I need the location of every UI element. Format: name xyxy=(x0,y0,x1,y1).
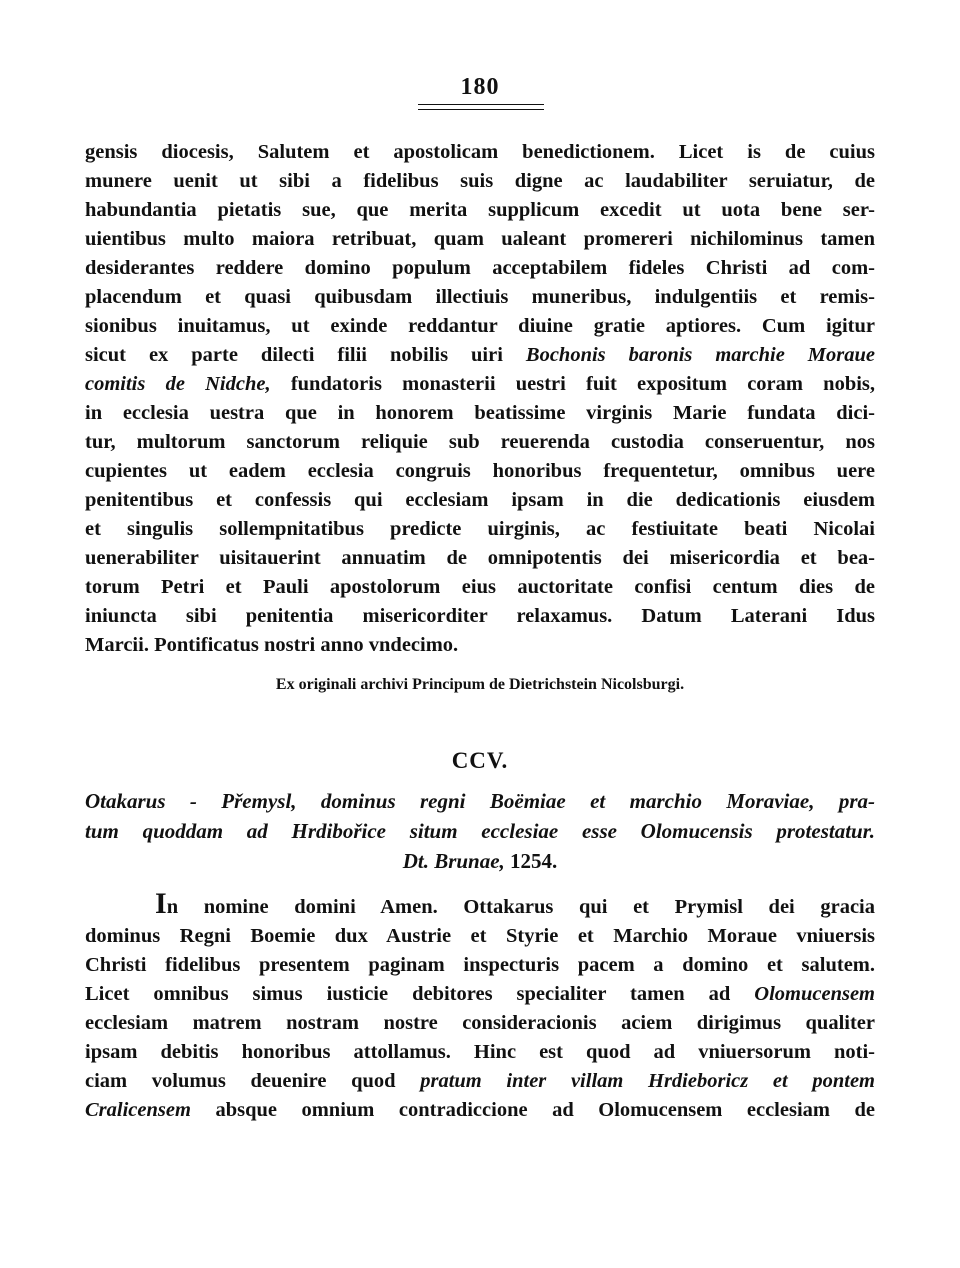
text-line xyxy=(85,1096,875,1125)
italic-name: Bochonis baronis marchie Moraue xyxy=(525,344,875,366)
text-line: dominus Regni Boemie dux Austrie et Styrie et Marchio Moraue vniuersis xyxy=(85,925,875,947)
text-line: penitentibus et confessis qui ecclesiam ipsam in die dedicationis eiusdem xyxy=(85,489,875,511)
document-number: CCV. xyxy=(451,748,509,773)
heading-year: 1254. xyxy=(510,849,558,873)
text-line: uenerabiliter uisitauerint annuatim de omnipotentis dei misericordia et bea- xyxy=(85,547,875,569)
header-rule xyxy=(418,104,544,110)
text-line: et singulis sollempnitatibus predicte uirginis, ac festiuitate beati Nicolai xyxy=(85,518,875,540)
paragraph-charter xyxy=(85,887,875,1125)
text-line: sionibus inuitamus, ut exinde reddantur diuine gratie aptiores. Cum igitur xyxy=(85,315,875,337)
text-line: munere uenit ut sibi a fidelibus suis digne ac laudabiliter seruiatur, de xyxy=(85,170,875,192)
text-line: desiderantes reddere domino populum acceptabilem fideles Christi ad com- xyxy=(85,257,875,279)
text-segment: n nomine domini Amen. Ottakarus qui et Prymisl dei gracia xyxy=(166,896,875,918)
heading-place: Dt. Brunae, xyxy=(402,849,505,873)
text-line: ipsam debitis honoribus attollamus. Hinc est quod ad vniuersorum noti- xyxy=(85,1041,875,1063)
text-line xyxy=(85,370,875,399)
document-heading xyxy=(85,786,875,876)
text-line: in ecclesia uestra que in honorem beatissime virginis Marie fundata dici- xyxy=(85,402,875,424)
text-line: cupientes ut eadem ecclesia congruis honoribus frequentetur, omnibus uere xyxy=(85,460,875,482)
text-segment: fundatoris monasterii uestri fuit expositum coram nobis, xyxy=(290,373,876,395)
paragraph-letter xyxy=(85,138,875,660)
text-segment: ciam volumus deuenire quod xyxy=(85,1070,396,1092)
text-line: iniuncta sibi penitentia misericorditer relaxamus. Datum Laterani Idus xyxy=(85,605,875,627)
page-number: 180 xyxy=(460,74,500,100)
italic-name: Cralicensem xyxy=(85,1099,191,1121)
italic-name: pratum inter villam Hrdieboricz et pontem xyxy=(420,1070,875,1092)
italic-name: Olomucensem xyxy=(754,983,875,1005)
text-segment: absque omnium contradiccione ad Olomucensem ecclesiam de xyxy=(215,1099,875,1121)
text-segment: Licet omnibus simus iusticie debitores specialiter tamen ad xyxy=(85,983,731,1005)
text-segment: sicut ex parte dilecti filii nobilis uiri xyxy=(85,344,503,366)
text-line xyxy=(85,980,875,1009)
text-line xyxy=(85,341,875,370)
text-line xyxy=(85,1067,875,1096)
text-line: habundantia pietatis sue, que merita supplicum excedit ut uota bene ser- xyxy=(85,199,875,221)
text-line xyxy=(85,887,875,922)
text-line: tur, multorum sanctorum reliquie sub reuerenda custodia conseruentur, nos xyxy=(85,431,875,453)
heading-dateline xyxy=(85,846,875,876)
text-line: ecclesiam matrem nostram nostre consideracionis aciem dirigimus qualiter xyxy=(85,1012,875,1034)
text-line: placendum et quasi quibusdam illectiuis muneribus, indulgentiis et remis- xyxy=(85,286,875,308)
text-line: torum Petri et Pauli apostolorum eius auctoritate confisi centum dies de xyxy=(85,576,875,598)
drop-cap: I xyxy=(155,887,167,920)
text-line: Christi fidelibus presentem paginam inspecturis pacem a domino et salutem. xyxy=(85,954,875,976)
heading-line: tum quoddam ad Hrdibořice situm ecclesiae esse Olomucensis protestatur. xyxy=(85,819,875,843)
source-note: Ex originali archivi Principum de Dietrichstein Nicolsburgi. xyxy=(275,676,685,693)
heading-line: Otakarus - Přemysl, dominus regni Boëmiae et marchio Moraviae, pra- xyxy=(85,789,875,813)
text-line: Marcii. Pontificatus nostri anno vndecimo. xyxy=(85,634,459,656)
italic-name: comitis de Nidche, xyxy=(85,373,271,395)
text-line: gensis diocesis, Salutem et apostolicam benedictionem. Licet is de cuius xyxy=(85,141,875,163)
text-line: uientibus multo maiora retribuat, quam ualeant promereri nichilominus tamen xyxy=(85,228,875,250)
